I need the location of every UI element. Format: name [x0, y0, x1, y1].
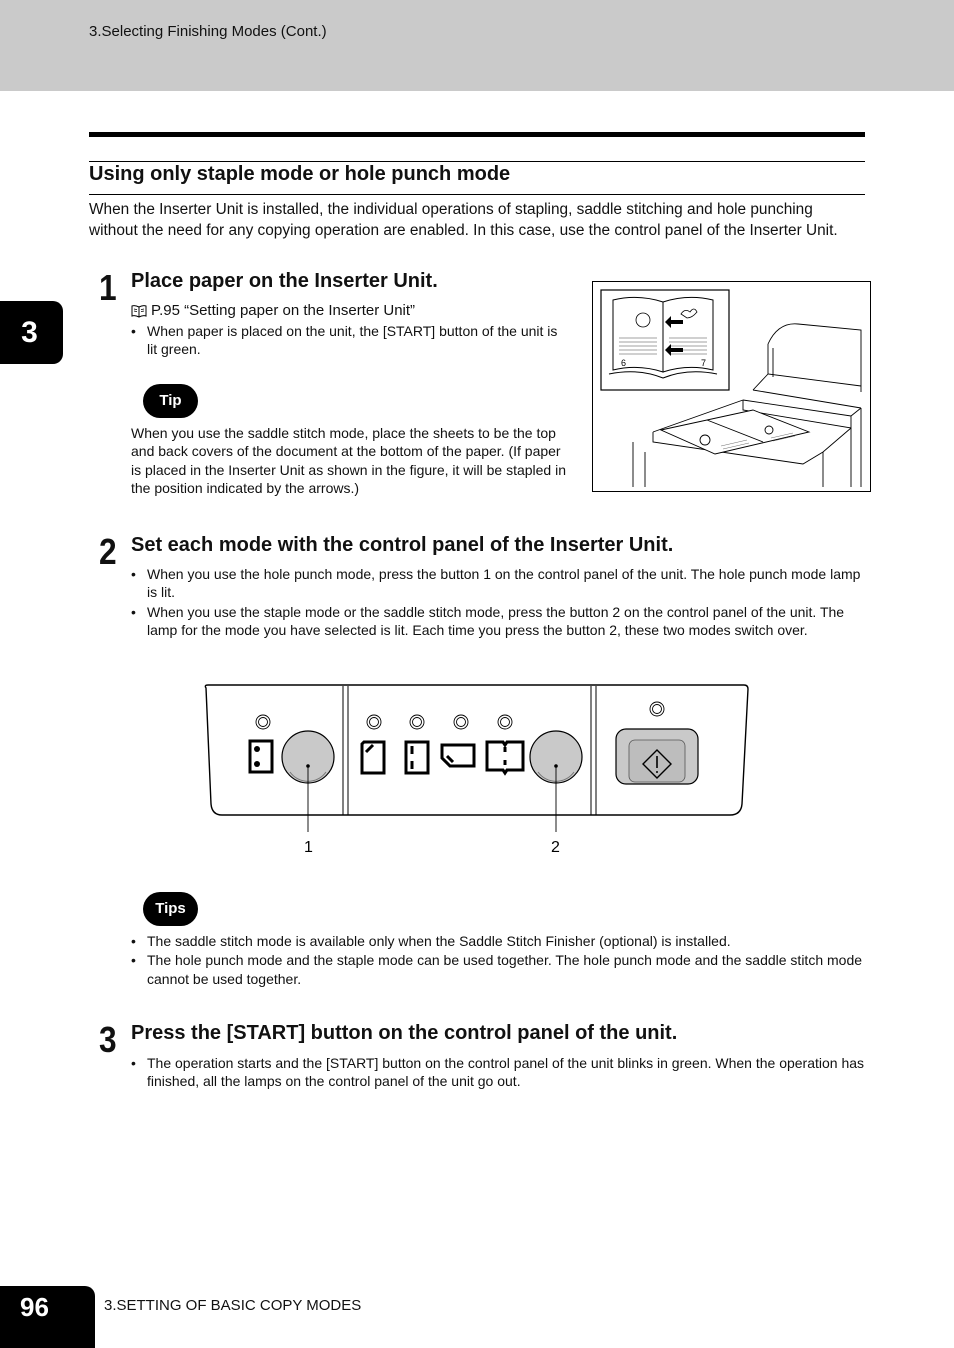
- saddle-stitch-icon: [487, 742, 523, 773]
- hole-punch-icon: [250, 741, 272, 772]
- page-number-right: 7: [701, 358, 707, 368]
- callout-1: 1: [304, 839, 313, 856]
- list-item: • The hole punch mode and the staple mode can be used together. The hole punch mode and the saddle stitch mode cannot be used together.: [131, 951, 865, 988]
- step-2-bullets: [131, 565, 865, 639]
- callout-2: 2: [551, 839, 560, 856]
- inserter-illustration: [593, 282, 871, 492]
- list-item: • When you use the hole punch mode, press the button 1 on the control panel of the unit. The hole punch mode lamp is lit.: [131, 565, 865, 602]
- staple-corner-icon: [362, 742, 384, 773]
- paper-stack: [661, 410, 809, 454]
- staple-landscape-icon: [442, 745, 474, 766]
- tips-badge: Tips: [143, 892, 198, 926]
- tip-text: When you use the saddle stitch mode, place the sheets to be the top and back covers of the document at the bottom of the paper. (If paper is placed in the Inserter Unit as shown in the figure, it will be stapled in the position indicated by the arrows.): [131, 425, 567, 496]
- section-intro: When the Inserter Unit is installed, the individual operations of stapling, saddle stitching and hole punching without the need for any copying operation are enabled. In this case, use the control panel of the Inserter Unit.: [89, 201, 838, 239]
- section-divider: [89, 132, 865, 137]
- footer-chapter: 3.SETTING OF BASIC COPY MODES: [104, 1297, 362, 1314]
- page-number: 96: [0, 1286, 95, 1348]
- staple-double-icon: [406, 742, 428, 773]
- header-breadcrumb: 3.Selecting Finishing Modes (Cont.): [89, 23, 327, 40]
- header-band: [0, 0, 954, 91]
- step-1-reference-text: P.95 “Setting paper on the Inserter Unit”: [151, 302, 416, 319]
- step-1-number: 1: [99, 267, 116, 308]
- list-item: • The saddle stitch mode is available only when the Saddle Stitch Finisher (optional) is installed.: [131, 932, 865, 950]
- step-1-reference: [131, 302, 415, 319]
- control-panel-figure: [200, 680, 760, 860]
- section-title: Using only staple mode or hole punch mode: [89, 163, 511, 185]
- tip-badge: Tip: [143, 384, 198, 418]
- list-item: • When paper is placed on the unit, the [START] button of the unit is lit green.: [131, 322, 571, 359]
- step-2-number: 2: [99, 531, 116, 572]
- step-3-number: 3: [99, 1019, 116, 1060]
- step-2-title: Set each mode with the control panel of the Inserter Unit.: [131, 534, 674, 556]
- title-rule-top: [89, 161, 865, 162]
- step-3-bullets: [131, 1054, 865, 1091]
- page-number-left: 6: [621, 358, 627, 368]
- list-item: • The operation starts and the [START] button on the control panel of the unit blinks in green. When the operation has finished, all the lamps on the control panel of the unit go out.: [131, 1054, 865, 1091]
- step-1-title: Place paper on the Inserter Unit.: [131, 270, 438, 292]
- tips-list: [131, 932, 865, 988]
- step-1-bullets: [131, 322, 571, 359]
- list-item: • When you use the staple mode or the saddle stitch mode, press the button 2 on the control panel of the unit. The lamp for the mode you have selected is lit. Each time you press the button 2, these two modes switch over.: [131, 603, 865, 640]
- control-panel-illustration: [200, 680, 760, 860]
- step-3-title: Press the [START] button on the control panel of the unit.: [131, 1022, 678, 1044]
- inserter-unit-figure: [592, 281, 871, 492]
- start-button[interactable]: [616, 729, 698, 784]
- title-rule-bottom: [89, 194, 865, 195]
- chapter-tab: 3: [0, 301, 63, 364]
- book-icon: [131, 304, 147, 318]
